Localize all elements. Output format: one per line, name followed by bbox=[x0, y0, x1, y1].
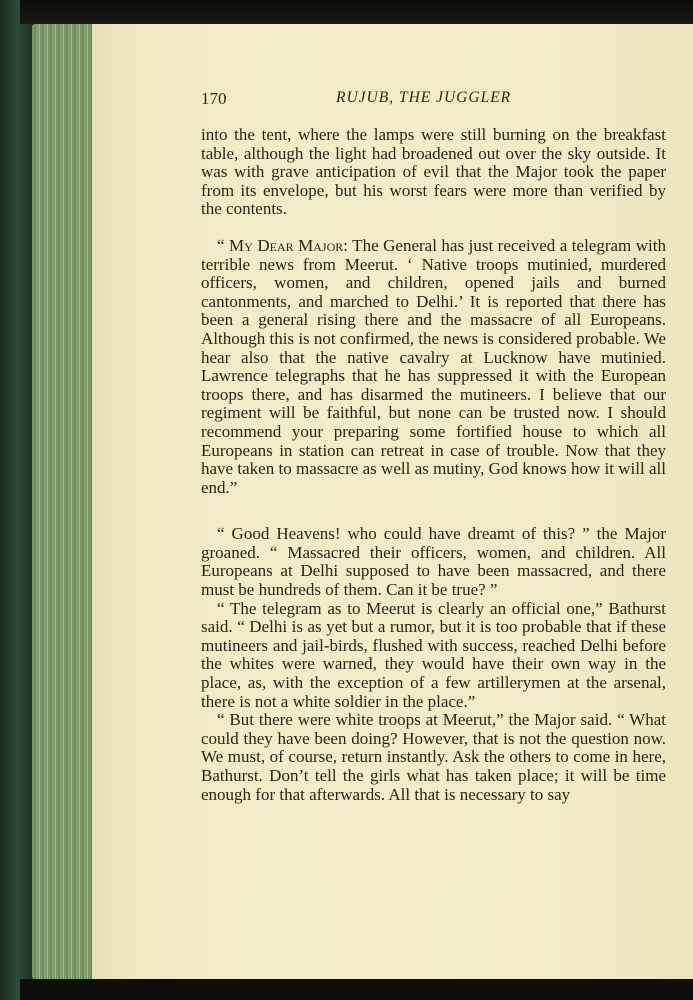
letter-paragraph bbox=[201, 237, 666, 497]
page-text bbox=[201, 126, 666, 804]
running-title: RUJUB, THE JUGGLER bbox=[336, 89, 512, 106]
paragraph: “ But there were white troops at Meerut,” the Major said. “ What could they have been doing? However, that is not the question now. We must, of course, return instantly. Ask the others to come in here, Bathurst. Don’t tell the girls what has taken place; it will be time enough for that afterwards. All that is necessary to say bbox=[201, 710, 666, 804]
page-header bbox=[201, 89, 667, 113]
letter-text: The General has just received a telegram with terrible news from Meerut. ‘ Native troops mutinied, murdered officers, women, and children, opened jails and burned cantonments, and marched to Delhi.’ It is reported that there has been a general rising there and the massacre of all Europeans. Although this is not confirmed, the news is considered probable. We hear also that the native cavalry at Lucknow have mutinied. Lawrence telegraphs that he has suppressed it with the European troops there, and has disarmed the mutineers. I believe that our regiment will be faithful, but none can be trusted now. I should recommend your preparing some fortified house to which all Europeans in station can retreat in case of trouble. Now that they have taken to massacre as well as mutiny, God knows how it will all end.” bbox=[201, 235, 666, 497]
book-top-edge bbox=[20, 0, 693, 24]
page-number: 170 bbox=[201, 89, 227, 108]
letter-salutation: “ My Dear Major: bbox=[217, 235, 348, 255]
paragraph: into the tent, where the lamps were still burning on the breakfast table, although the light had broadened out over the sky outside. It was with grave anticipation of evil that the Major took the paper from its envelope, but his worst fears were more than verified by the contents. bbox=[201, 125, 666, 219]
paragraph: “ Good Heavens! who could have dreamt of this? ” the Major groaned. “ Massacred their officers, women, and children. All Europeans at Delhi supposed to have been massacred, and there must be hundreds of them. Can it be true? ” bbox=[201, 524, 666, 600]
paragraph: “ The telegram as to Meerut is clearly an official one,” Bathurst said. “ Delhi is as yet but a rumor, but it is too probable that if these mutineers and jail-birds, flushed with success, reached Delhi before the whites were warned, they would have their own way in the place, as, with the exception of a few artillerymen at the arsenal, there is not a white soldier in the place.” bbox=[201, 598, 666, 711]
page-edges bbox=[32, 24, 94, 979]
book-bottom-edge bbox=[20, 979, 693, 1000]
